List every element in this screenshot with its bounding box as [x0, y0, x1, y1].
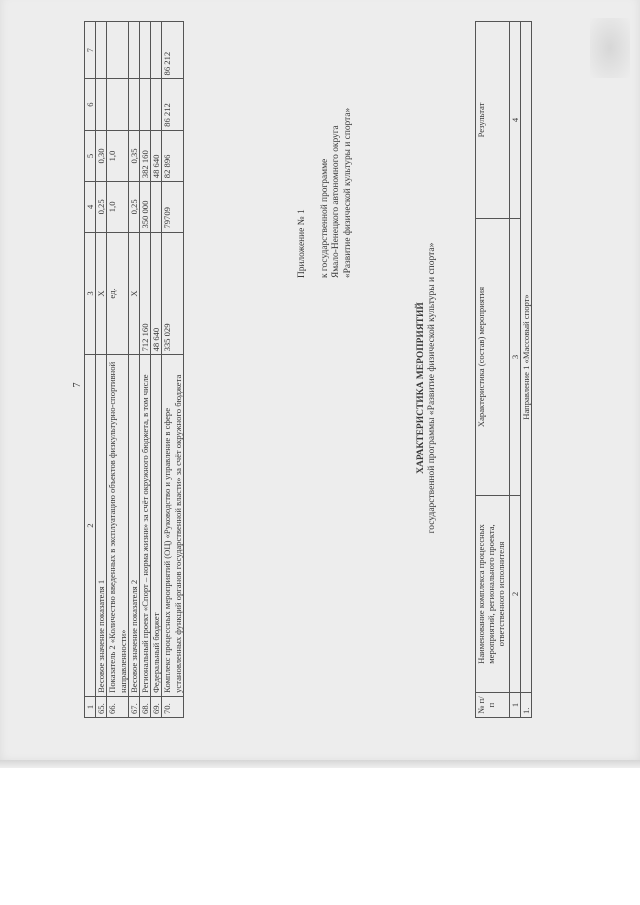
row-value: 79709: [162, 182, 183, 232]
row-name: Комплекс процессных мероприятий (ОЦ) «Руководство и управление в сфере установленных функций органов государственной власти» за счёт окружного бюджета: [162, 355, 183, 696]
direction-title: Направление 1 «Массовый спорт»: [521, 22, 532, 693]
row-value: [140, 22, 151, 79]
activities-table: [475, 21, 532, 718]
row-number: 69.: [151, 696, 162, 717]
row-value: [151, 182, 162, 232]
table-header-row: [476, 22, 510, 718]
header-cell: 2: [85, 355, 96, 696]
header-cell: 3: [85, 232, 96, 355]
section-heading: [416, 78, 439, 698]
row-name: Весовое значение показателя 1: [96, 355, 107, 696]
row-unit: X: [128, 232, 139, 355]
header-cell: 7: [85, 22, 96, 79]
row-value: 0,30: [96, 130, 107, 181]
appendix-line: к государственной программе: [319, 158, 330, 278]
header-cell: Наименование комплекса процессных мероприятий, регионального проекта, ответственного исполнителя: [476, 496, 510, 693]
row-value: 350 000: [140, 182, 151, 232]
row-value: 0,25: [96, 182, 107, 232]
row-number: 67.: [128, 696, 139, 717]
section-subtitle: государственной программы «Развитие физической культуры и спорта»: [427, 242, 438, 534]
table-row: [128, 22, 139, 718]
row-name: Весовое значение показателя 2: [128, 355, 139, 696]
row-unit: ед.: [107, 232, 128, 355]
row-value: [96, 79, 107, 130]
row-value: 1,0: [107, 130, 128, 181]
table-number-row: [510, 22, 521, 718]
row-unit: X: [96, 232, 107, 355]
row-number: 70.: [162, 696, 183, 717]
row-value: 1,0: [107, 182, 128, 232]
indicators-table: [84, 21, 184, 718]
row-number: 65.: [96, 696, 107, 717]
row-value: [96, 22, 107, 79]
number-cell: 4: [510, 22, 521, 219]
table-row: [140, 22, 151, 718]
row-value: [107, 22, 128, 79]
row-value: 0,25: [128, 182, 139, 232]
row-unit: 48 640: [151, 232, 162, 355]
table-row: [151, 22, 162, 718]
row-value: [107, 79, 128, 130]
row-value: 48 640: [151, 130, 162, 181]
header-cell: 6: [85, 79, 96, 130]
row-number: 66.: [107, 696, 128, 717]
scan-smudge: [590, 18, 630, 78]
row-number: 68.: [140, 696, 151, 717]
row-value: 382 160: [140, 130, 151, 181]
table-row: [107, 22, 128, 718]
appendix-block: [297, 108, 354, 278]
section-title: ХАРАКТЕРИСТИКА МЕРОПРИЯТИЙ: [416, 302, 426, 474]
row-value: [128, 22, 139, 79]
row-number: 1.: [521, 693, 532, 718]
number-cell: 2: [510, 496, 521, 693]
row-value: 86 212: [162, 22, 183, 79]
row-value: [151, 79, 162, 130]
header-cell: 5: [85, 130, 96, 181]
row-value: [151, 22, 162, 79]
table-row: [162, 22, 183, 718]
row-value: 0,35: [128, 130, 139, 181]
number-cell: 3: [510, 219, 521, 496]
table-row: [521, 22, 532, 718]
row-value: [140, 79, 151, 130]
table-row: [96, 22, 107, 718]
header-cell: № п/п: [476, 693, 510, 718]
row-name: Региональный проект «Спорт – норма жизни» за счёт окружного бюджета, в том числе: [140, 355, 151, 696]
table-header-row: [85, 22, 96, 718]
header-cell: 1: [85, 696, 96, 717]
header-cell: Характеристика (состав) мероприятия: [476, 219, 510, 496]
page-number: 7: [72, 382, 83, 388]
row-value: 82 896: [162, 130, 183, 181]
appendix-line: «Развитие физической культуры и спорта»: [342, 107, 353, 278]
row-unit: 335 029: [162, 232, 183, 355]
row-value: 86 212: [162, 79, 183, 130]
header-cell: 4: [85, 182, 96, 232]
row-name: Федеральный бюджет: [151, 355, 162, 696]
row-name: Показатель 2 «Количество введенных в эксплуатацию объектов физкультурно-спортивной направленности»: [107, 355, 128, 696]
appendix-line: Ямало-Ненецкого автономного округа: [331, 125, 341, 278]
row-unit: 712 160: [140, 232, 151, 355]
header-cell: Результат: [476, 22, 510, 219]
number-cell: 1: [510, 693, 521, 718]
appendix-title: Приложение № 1: [297, 209, 307, 278]
row-value: [128, 79, 139, 130]
